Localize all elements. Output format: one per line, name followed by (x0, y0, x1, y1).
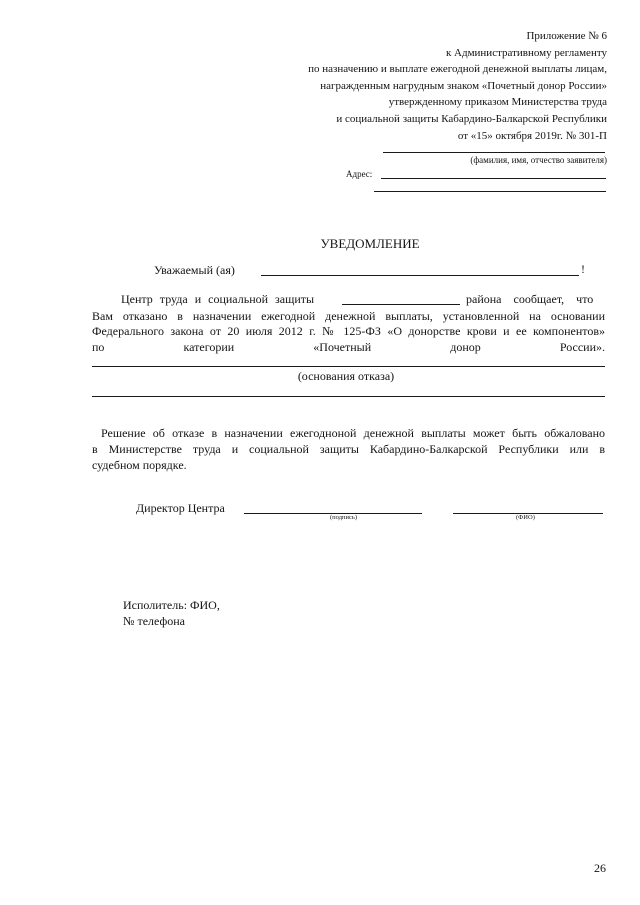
appeal-line1: Решение об отказе в назначении ежегодноной денежной выплаты может быть обжаловано (101, 426, 605, 440)
salutation-end-mark: ! (581, 262, 585, 276)
notice-line3: Федерального закона от 20 июля 2012 г. № 125-ФЗ «О донорстве крови и ее компонентов» (92, 324, 605, 338)
address-label: Адрес: (346, 169, 373, 179)
notice-line4: по категории «Почетный донор России». (92, 340, 605, 354)
notice-line1-end: района сообщает, что (466, 292, 594, 306)
header-line: и социальной защиты Кабардино-Балкарской Республики (336, 112, 607, 125)
header-line: по назначению и выплате ежегодной денежной выплаты лицам, (308, 63, 607, 76)
header-line: Приложение № 6 (526, 30, 607, 42)
director-label: Директор Центра (136, 501, 225, 515)
executor-name: Исполитель: ФИО, (123, 598, 220, 612)
header-block (308, 28, 607, 144)
appeal-line2: в Министерстве труда и социальной защиты Кабардино-Балкарской Республики или в (92, 442, 605, 456)
header-line: утвержденному приказом Министерства труда (388, 96, 607, 109)
page-number: 26 (594, 861, 606, 875)
address-line-1 (381, 178, 606, 179)
address-line-2 (374, 191, 606, 192)
header-line: от «15» октября 2019г. № 301-П (457, 129, 607, 142)
reason-line-2 (92, 396, 605, 397)
director-name-caption: (ФИО) (516, 514, 535, 521)
salutation-name-line (261, 275, 579, 276)
appeal-line3: судебном порядке. (92, 458, 187, 472)
salutation-label: Уважаемый (ая) (154, 263, 235, 277)
applicant-name-caption: (фамилия, имя, отчество заявителя) (470, 155, 607, 165)
reason-caption: (основания отказа) (297, 369, 395, 383)
applicant-name-line (383, 152, 605, 153)
district-blank-line (342, 304, 460, 305)
page-title: УВЕДОМЛЕНИЕ (320, 236, 420, 251)
header-line: награжденным нагрудным знаком «Почетный донор России» (320, 79, 607, 92)
executor-phone: № телефона (123, 614, 186, 628)
signature-caption: (подпись) (330, 514, 357, 521)
reason-line-1 (92, 366, 605, 367)
notice-line2: Вам отказано в назначении ежегодной денежной выплаты, установленной на основании (92, 309, 605, 323)
notice-line1-start: Центр труда и социальной защиты (121, 292, 315, 306)
header-line: к Административному регламенту (445, 46, 607, 59)
